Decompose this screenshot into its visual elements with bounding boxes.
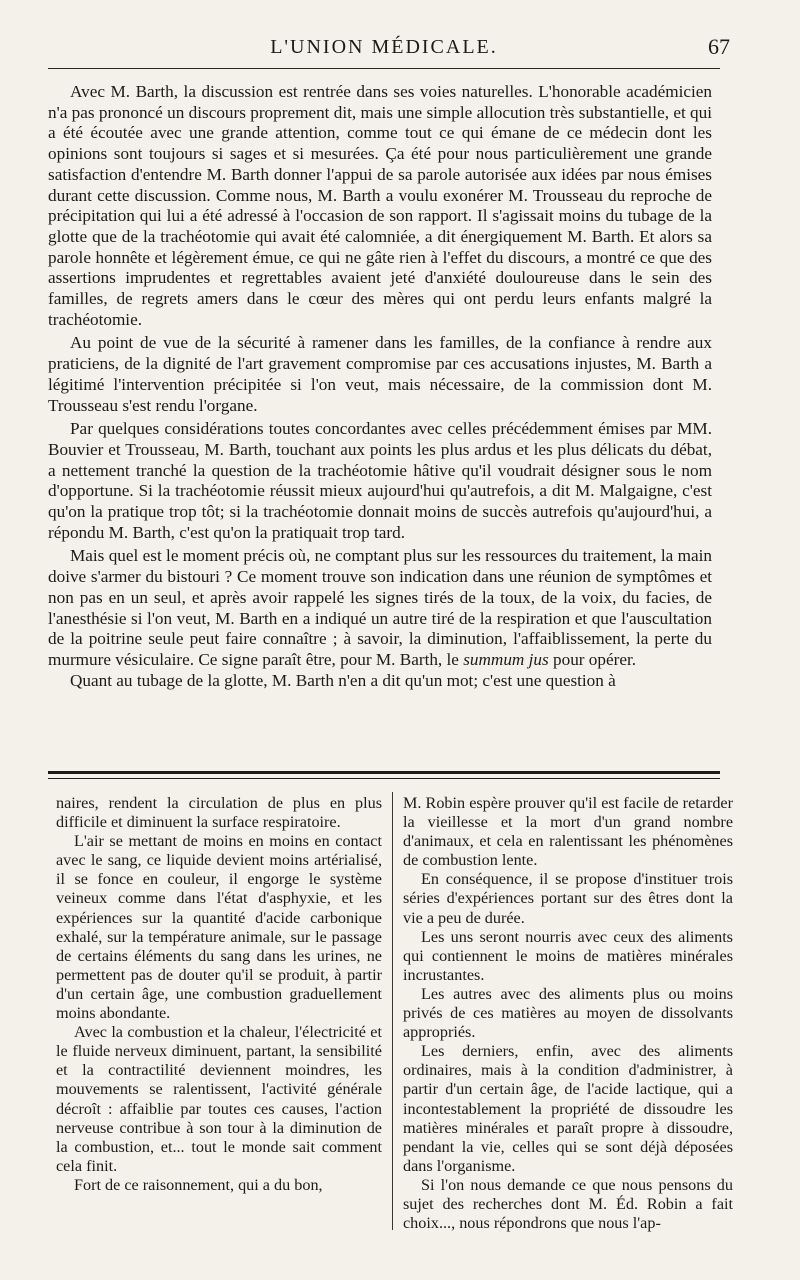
right-paragraph-3: Les uns seront nourris avec ceux des aliments qui contiennent le moins de matières minérales incrustantes. <box>403 927 733 984</box>
main-paragraph-3: Par quelques considérations toutes concordantes avec celles précédemment émises par MM. Bouvier et Trousseau, M. Barth, touchant aux points les plus ardus et les plus délicats du débat, a nettement tranché la question de la trachéotomie hâtive qu'il voudrait désigner sous le nom d'opportune. Si la trachéotomie réussit mieux aujourd'hui qu'autrefois, a dit M. Malgaigne, c'est qu'on la pratique trop tôt; si la trachéotomie donnait moins de succès autrefois qu'aujourd'hui, a répondu M. Barth, c'est qu'on la pratiquait trop tard. <box>48 419 712 542</box>
column-divider <box>392 792 393 1230</box>
page-number: 67 <box>708 34 730 59</box>
main-paragraph-1: Avec M. Barth, la discussion est rentrée dans ses voies naturelles. L'honorable académicien n'a pas prononcé un discours proprement dit, mais une simple allocution très substantielle, et qui a été écoutée avec une grande attention, comme tout ce qui émane de ce médecin dont les opinions sont toujours si sages et si mesurées. Ça été pour nous particulièrement une grande satisfaction d'entendre M. Barth donner l'appui de sa parole autorisée aux idées par nous émises durant cette discussion. Comme nous, M. Barth a voulu exonérer M. Trousseau du reproche de précipitation qui lui a été adressé à l'occasion de son rapport. Il s'agissait moins du tubage de la glotte que de la trachéotomie qui avait été calomniée, a dit énergiquement M. Barth. Et alors sa parole honnête et légèrement émue, ce qui ne gâte rien à l'effet du discours, a montré ce que des assertions imprudentes et regrettables avaient jeté d'anxiété douloureuse dans le sein des familles, de regrets amers dans le cœur des mères qui ont perdu leurs enfants malgré la trachéotomie. <box>48 82 712 329</box>
feuilleton-left-column <box>56 794 382 1195</box>
main-paragraph-5: Quant au tubage de la glotte, M. Barth n'en a dit qu'un mot; c'est une question à <box>70 670 616 690</box>
main-paragraph-4 <box>48 546 712 670</box>
main-paragraph-2: Au point de vue de la sécurité à ramener dans les familles, de la confiance à rendre aux praticiens, de la dignité de l'art gravement compromise par ces accusations injustes, M. Barth a légitimé l'intervention précipitée si l'on veut, mais nécessaire, de la commission dont M. Trousseau s'est rendu l'organe. <box>48 333 712 415</box>
left-paragraph-3: Avec la combustion et la chaleur, l'électricité et le fluide nerveux diminuent, partant, la sensibilité et la contractilité deviennent moindres, les mouvements se ralentissent, l'activité générale décroît : affaiblie par toutes ces causes, l'action nerveuse contribue à son tour à la diminution de la combustion, et... tout le monde sait comment cela finit. <box>56 1023 382 1175</box>
section-rule-thick <box>48 771 720 774</box>
right-paragraph-1: M. Robin espère prouver qu'il est facile de retarder la vieillesse et la mort d'un grand nombre d'animaux, et cela en ralentissant les phénomènes de combustion lente. <box>403 794 733 870</box>
running-title: L'UNION MÉDICALE. <box>270 36 498 58</box>
main-paragraph-4-italic: summum jus <box>463 649 549 669</box>
feuilleton-right-column <box>403 794 733 1233</box>
left-paragraph-1: naires, rendent la circulation de plus en plus difficile et diminuent la surface respiratoire. <box>56 794 382 832</box>
right-paragraph-4: Les autres avec des aliments plus ou moins privés de ces matières au moyen de dissolvants appropriés. <box>403 984 733 1042</box>
main-article <box>48 82 712 691</box>
right-paragraph-2: En conséquence, il se propose d'instituer trois séries d'expériences portant sur des êtres dont la vie a peu de durée. <box>403 870 733 927</box>
page-header <box>48 34 730 62</box>
right-paragraph-5: Les derniers, enfin, avec des aliments ordinaires, mais à la condition d'administrer, à partir d'un certain âge, de l'acide lactique, qui a incontestablement la propriété de dissoudre les matières minérales et paraît propre à dissoudre, pendant la vie, celles qui se sont déjà déposées dans l'organisme. <box>403 1042 733 1175</box>
header-rule <box>48 68 720 69</box>
left-paragraph-2: L'air se mettant de moins en moins en contact avec le sang, ce liquide devient moins artérialisé, il se fonce en couleur, il engorge le système veineux comme dans l'état d'asphyxie, et les expériences sur la quantité d'acide carbonique exhalé, sur la température animale, sur le passage de certains éléments du sang dans les urines, ne permettent pas de douter qu'il se produit, à partir d'un certain âge, une combustion graduellement moins abondante. <box>56 832 382 1023</box>
main-paragraph-4-end: pour opérer. <box>548 649 637 669</box>
left-paragraph-4: Fort de ce raisonnement, qui a du bon, <box>74 1175 323 1194</box>
main-paragraph-4-text: Mais quel est le moment précis où, ne comptant plus sur les ressources du traitement, la main doive s'armer du bistouri ? Ce moment trouve son indication dans une réunion de symptômes et non pas en un seul, et après avoir rappelé les signes tirés de la toux, de la voix, du facies, de l'anesthésie si l'on veut, M. Barth en a indiqué un autre tiré de la respiration et que l'auscultation de la poitrine seule peut faire connaître ; à savoir, la diminution, l'affaiblissement, la perte du murmure vésiculaire. Ce signe paraît être, pour M. Barth, le <box>48 546 712 669</box>
right-paragraph-6: Si l'on nous demande ce que nous pensons du sujet des recherches dont M. Éd. Robin a fait choix..., nous répondrons que nous l'ap- <box>403 1175 733 1233</box>
section-rule-thin <box>48 778 720 779</box>
